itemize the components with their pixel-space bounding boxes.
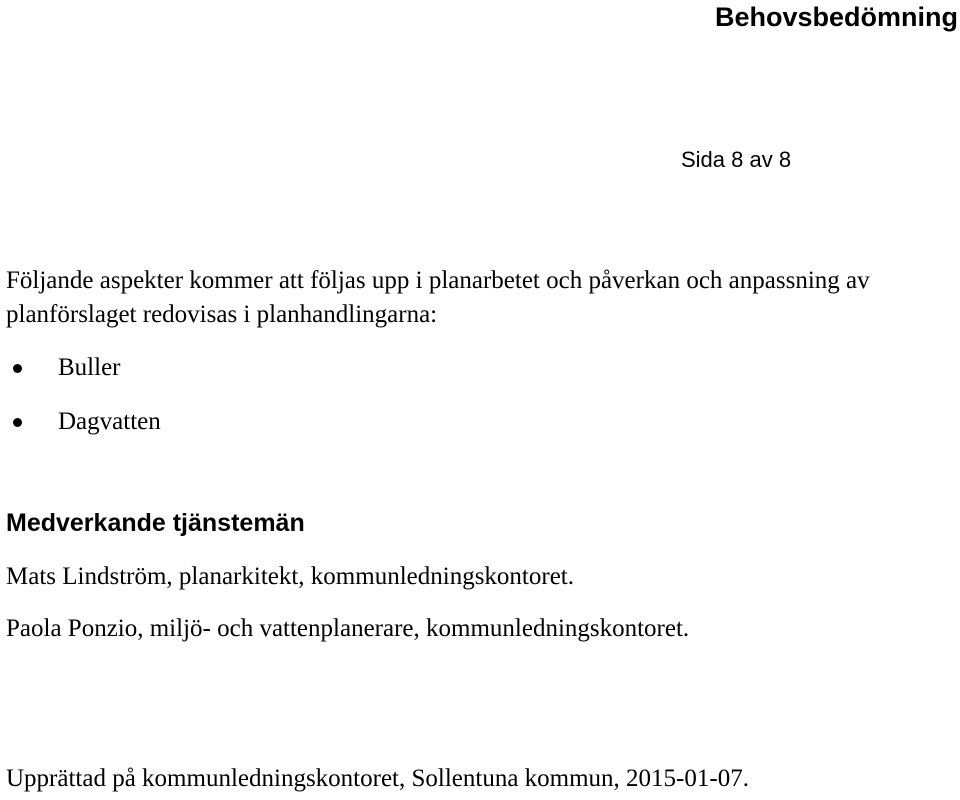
- document-title: Behovsbedömning: [714, 2, 958, 32]
- list-item: [0, 350, 161, 404]
- list-item-label: Dagvatten: [58, 408, 161, 435]
- section-heading: Medverkande tjänstemän: [6, 509, 305, 537]
- bullet-icon: [13, 364, 22, 373]
- aspect-list: [0, 350, 161, 458]
- footer-text: Upprättad på kommunledningskontoret, Sollentuna kommun, 2015-01-07.: [6, 765, 749, 792]
- page-number: Sida 8 av 8: [681, 147, 792, 172]
- list-item: [0, 404, 161, 458]
- bullet-icon: [13, 418, 22, 427]
- list-item-label: Buller: [58, 354, 121, 381]
- intro-paragraph: Följande aspekter kommer att följas upp i planarbetet och påverkan och anpassning av planförslaget redovisas i planhandlingarna:: [6, 267, 870, 328]
- staff-member: Paola Ponzio, miljö- och vattenplanerare, kommunledningskontoret.: [6, 615, 690, 642]
- staff-member: Mats Lindström, planarkitekt, kommunledningskontoret.: [6, 563, 574, 590]
